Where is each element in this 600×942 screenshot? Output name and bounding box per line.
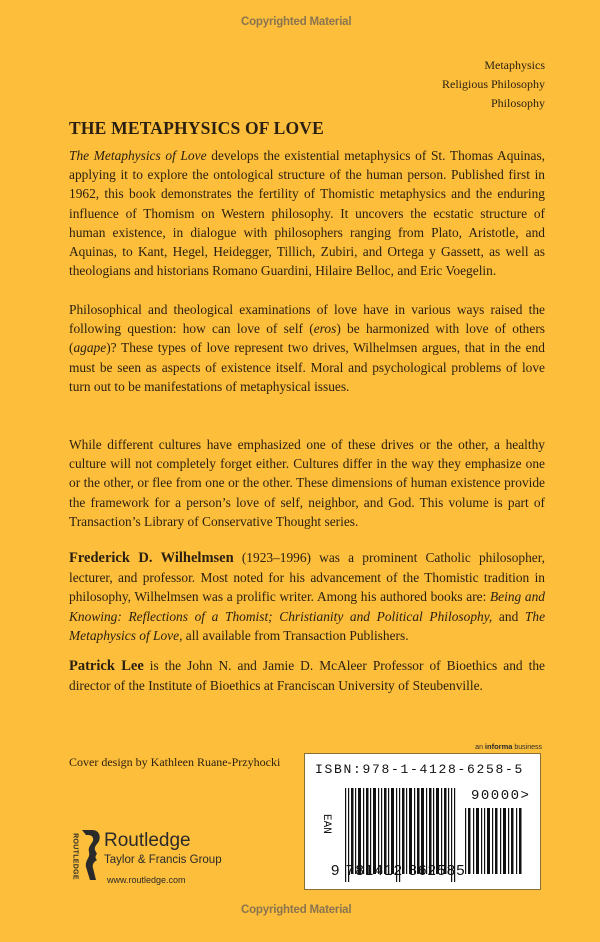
author-name: Frederick D. Wilhelmsen [69, 550, 234, 566]
description-paragraph-2: Philosophical and theological examinations of love have in various ways raised the following question: how can love of self (eros) be harmonized with love of others (agape)? These types of love represent two drives, Wilhelmsen argues, that in the end must be seen as aspects of existence itself. Moral and psychological problems of love turn out to be manifestations of metaphysical issues. [69, 302, 545, 394]
book-title: THE METAPHYSICS OF LOVE [69, 118, 324, 138]
publisher-logo [69, 829, 249, 899]
copyright-watermark-bottom: Copyrighted Material [241, 904, 352, 916]
ean-digits: 9 781412 862585 [331, 862, 466, 879]
price-addon: 90000> [471, 788, 531, 804]
editor-bio: Patrick Lee is the John N. and Jamie D. McAleer Professor of Bioethics and the director of the Institute of Bioethics at Franciscan University of Steubenville. [69, 658, 545, 694]
ean-label: EAN [320, 814, 332, 834]
publisher-group: Taylor & Francis Group [104, 854, 222, 866]
description-paragraph-1: The Metaphysics of Love develops the existential metaphysics of St. Thomas Aquinas, applying it to explore the ontological structure of the human person. Published first in 1962, this book demonstrates the fertility of Thomistic metaphysics and the enduring influence of Thomism on Western philosophy. It uncovers the ecstatic structure of human existence, in dialogue with philosophers ranging from Plato, Aristotle, and Aquinas, to Kant, Hegel, Heidegger, Tillich, Zubiri, and Ortega y Gassett, as well as theologians and historians Romano Guardini, Hilaire Belloc, and Eric Voegelin. [69, 148, 546, 279]
author-bio: Frederick D. Wilhelmsen (1923–1996) was a prominent Catholic philosopher, lecturer, and professor. Most noted for his advancement of the Thomistic tradition in philosophy, Wilhelmsen was a prolific writer. Among his authored books are: Being and Knowing: Reflections of a Thomist; Christianity and Political Philosophy, and The Metaphysics of Love, all available from Transaction Publishers. [69, 550, 546, 643]
category-metaphysics: Metaphysics [484, 58, 545, 72]
book-title-italic: The Metaphysics of Love [69, 148, 207, 163]
routledge-r-icon [80, 829, 102, 881]
category-philosophy: Philosophy [490, 96, 545, 110]
routledge-name: Routledge [104, 830, 191, 851]
editor-name: Patrick Lee [69, 658, 144, 674]
cover-design-credit: Cover design by Kathleen Ruane-Przyhocki [69, 755, 281, 769]
routledge-vertical-wordmark: ROUTLEDGE [71, 833, 79, 880]
addon-barcode-bars [465, 808, 523, 874]
isbn-number: ISBN:978-1-4128-6258-5 [315, 762, 525, 777]
isbn-barcode [304, 753, 541, 890]
informa-business-tagline: an informa business [475, 742, 542, 751]
description-paragraph-3: While different cultures have emphasized one of these drives or the other, a healthy culture will not completely forget either. Cultures differ in the way they emphasize one or the other, or flee from one or the other. These dimensions of human existence provide the framework for a person’s love of self, neighbor, and God. This volume is part of Transaction’s Library of Conservative Thought series. [69, 437, 545, 529]
category-religious-philosophy: Religious Philosophy [441, 77, 545, 91]
publisher-url[interactable]: www.routledge.com [107, 875, 186, 885]
copyright-watermark-top: Copyrighted Material [241, 16, 352, 28]
subject-categories [442, 56, 545, 113]
